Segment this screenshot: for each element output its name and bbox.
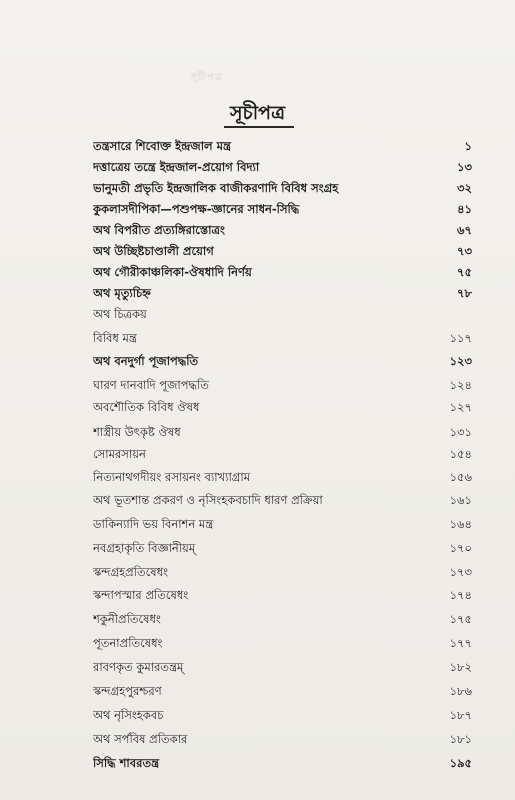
toc-entry-title: ঘারণ দানবাদি পূজাপদ্ধতি [93,378,209,392]
toc-entry-page-number: ১৫৪ [449,447,472,461]
toc-entry-title: স্কন্দগ্রহপুরশ্চরণ [93,684,162,698]
toc-entry-page-number: ১১৭ [449,331,472,345]
toc-entry-title: অথ ভূতশান্ত প্রকরণ ও নৃসিংহকবচাদি ধারণ প্রক্রিয়া [93,493,323,507]
toc-entry [0,631,515,655]
toc-entry-page-number: ১৮৭ [449,708,472,722]
toc-entry [0,373,515,397]
toc-entry-title: কুকলাসদীপিকা—পশুপক্ষ-জ্ঞানের সাধন-সিদ্ধি [93,202,300,216]
toc-entry [0,727,515,751]
toc-entry-page-number: ১৬১ [449,493,472,507]
toc-entry-title: অথ বিপরীত প্রত্যঙ্গিরাস্তোত্রং [93,223,225,237]
table-of-contents [0,130,515,770]
toc-entry-page-number: ৪১ [457,202,472,216]
toc-entry-page-number: ১৩ [457,160,472,174]
toc-entry [0,607,515,631]
toc-entry [0,488,515,512]
toc-entry [0,442,515,466]
toc-entry-page-number: ১৭৪ [449,588,472,602]
toc-entry [0,326,515,350]
toc-entry-title: দত্তাত্রেয় তন্ত্রে ইন্দ্রজাল-প্রয়োগ বিদ্যা [93,160,260,174]
toc-entry-page-number: ১২৪ [449,378,472,392]
toc-entry-page-number: ১৯৫ [449,756,472,770]
toc-entry-page-number: ৭৫ [457,265,472,279]
toc-entry-page-number: ১৮৬ [449,684,472,698]
toc-entry-title: সোমরসায়ন [93,447,146,461]
toc-entry [0,302,515,326]
toc-entry-page-number: ১ [464,139,472,153]
toc-entry-page-number: ১৩১ [449,425,472,439]
toc-entry-page-number: ১৬৪ [449,517,472,531]
show-through-text: সূচীপত্র [190,72,223,83]
toc-entry-page-number: ১৭০ [449,541,472,555]
toc-entry-page-number: ১৫৬ [449,470,472,484]
toc-entry-page-number: ১২৩ [449,354,472,368]
title-underline [224,126,294,128]
toc-entry-page-number: ১২৭ [449,400,472,414]
toc-entry-page-number: ৩২ [457,181,472,195]
toc-entry-page-number: ১৭৭ [449,636,472,650]
toc-entry [0,703,515,727]
toc-entry-title: রাবণকৃত কুমারতন্ত্রম্ [93,660,184,674]
toc-entry-page-number: ৬৭ [457,223,472,237]
toc-entry [0,420,515,444]
toc-entry-page-number: ১৭৫ [449,612,472,626]
toc-entry [0,395,515,419]
toc-entry-title: অথ নৃসিংহকবচ [93,708,164,722]
toc-entry-title: অথ গৌরীকাঞ্চলিকা-ঔষধাদি নির্ণয় [93,265,252,279]
toc-entry-title: স্কন্দগ্রহপ্রতিষেধং [93,565,169,579]
toc-entry [0,583,515,607]
toc-entry-title: তন্ত্রসারে শিবোক্ত ইন্দ্রজাল মন্ত্র [93,139,231,153]
toc-entry-title: অথ চিত্রকয় [93,307,147,321]
toc-entry-title: পূতনাপ্রতিষেধং [93,636,163,650]
toc-entry [0,512,515,536]
toc-entry-page-number: ৭৩ [457,244,472,258]
toc-entry-title: নিত্যনাথগদীয়ং রসায়নং ব্যাখ্যাগ্রাম [93,470,251,484]
toc-entry [0,679,515,703]
toc-entry-title: অথ উচ্ছিষ্টচাণ্ডালী প্রয়োগ [93,244,214,258]
toc-entry [0,751,515,775]
toc-entry-title: শকুনীপ্রতিষেধং [93,612,161,626]
toc-entry-title: নবগ্রহাকৃতি বিজ্ঞানীয়ম্ [93,541,196,555]
toc-entry [0,536,515,560]
toc-entry [0,465,515,489]
toc-entry-page-number: ১৮২ [449,660,472,674]
toc-entry-page-number: ১৭৩ [449,565,472,579]
toc-entry-title: বিবিধ মন্ত্র [93,331,137,345]
toc-entry-title: অথ সর্পবিষ প্রতিকার [93,732,188,746]
toc-entry-title: অথ মৃত্যুচিহ্ন [93,286,151,300]
toc-entry [0,349,515,373]
toc-entry-title: ডাকিন্যাদি ভয় বিনাশন মন্ত্র [93,517,214,531]
page-title: সূচীপত্র [229,102,286,124]
toc-entry-title: স্কন্দাপস্মার প্রতিষেধং [93,588,189,602]
toc-entry-page-number: ১৮১ [449,732,472,746]
toc-entry-title: অথ বনদুর্গা পূজাপদ্ধতি [93,354,199,368]
toc-entry-title: শাস্ত্রীয় উৎকৃষ্ট ঔষধ [93,425,181,439]
toc-entry-title: সিদ্ধি শাবরতন্ত্র [93,756,160,770]
toc-entry-page-number: ৭৮ [457,286,472,300]
toc-entry-title: অবশৌতিক বিবিধ ঔষধ [93,400,200,414]
toc-entry [0,655,515,679]
toc-entry-title: ভানুমতী প্রভৃতি ইন্দ্রজালিক বাজীকরণাদি বিবিধ সংগ্রহ [93,181,339,195]
toc-entry [0,560,515,584]
